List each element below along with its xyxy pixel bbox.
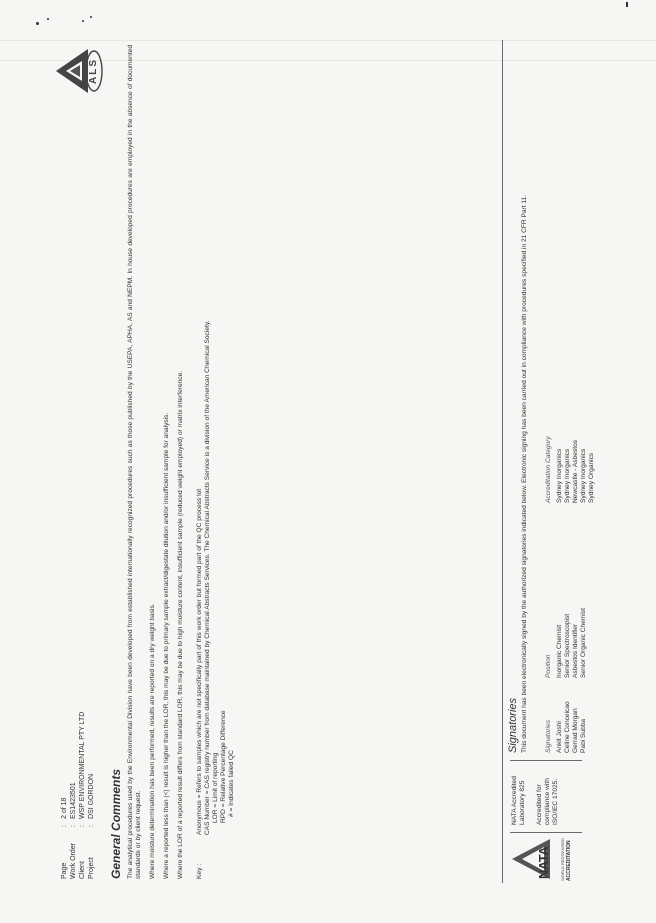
header-row: [69, 579, 78, 879]
comment-paragraph: Where the LOR of a reported result differs from standard LOR, this may be due to high moisture content, insufficient sample (reduced weight employed) or matrix interference.: [177, 370, 184, 879]
signatory-category: Sydney Organics: [588, 452, 595, 503]
nata-caption: WORLD RECOGNISED: [560, 838, 565, 881]
header-value: DSI GORDON: [88, 773, 95, 819]
signatory-position: Senior Organic Chemist: [580, 608, 587, 678]
header-value: ES1423501: [70, 782, 77, 819]
signatory-position: [588, 503, 596, 678]
signatories-table: [545, 41, 596, 753]
signatory-row: [588, 41, 596, 753]
header-fields: [60, 579, 96, 879]
nata-logo-text: NATA: [536, 846, 551, 879]
header-separator: :: [70, 825, 77, 827]
nata-caption: ACCREDITATION: [566, 840, 572, 881]
signatory-name: Celine Conceicao: [564, 701, 571, 753]
header-separator: :: [61, 825, 68, 827]
signatory-row: [564, 41, 572, 753]
key-item: Anonymous = Refers to samples which are not specifically part of this work order but formed part of the QC process lot: [196, 488, 203, 835]
key-item: LOR = Limit of reporting: [212, 752, 219, 823]
signatory-name: Pabi Subba: [580, 718, 587, 753]
header-value: WSP ENVIRONMENTAL PTY LTD: [79, 711, 86, 819]
accredited-for-line: ISO/IEC 17025.: [552, 778, 559, 825]
key-item: RPD = Relative Percentage Difference: [220, 710, 227, 823]
signatory-name: [588, 678, 596, 753]
header-row: [60, 579, 69, 879]
als-logo-text: ALS: [88, 58, 99, 84]
general-comments-body: [127, 45, 191, 879]
signatory-category: Sydney Inorganics: [564, 448, 571, 503]
header-row: [87, 579, 96, 879]
header-separator: :: [88, 825, 95, 827]
col-header-position: Position: [545, 654, 552, 678]
signatory-category: Newcastle - Asbestos: [572, 439, 579, 503]
comment-paragraph: Where moisture determination has been performed, results are reported on a dry weight basis.: [149, 603, 156, 879]
comment-paragraph: Where a reported less than (<) result is higher than the LOR, this may be due to primary sample extract/digestate dilution and/or insufficient sample for analysis.: [163, 412, 170, 879]
signatory-row: [556, 41, 564, 753]
footer-divider: [502, 40, 503, 883]
header-value: 2 of 18: [61, 797, 68, 819]
footer-vertical-divider: [510, 760, 582, 761]
header-label: Project: [88, 857, 95, 879]
nata-accredited: [511, 763, 527, 825]
signatory-position: Senior Spectroscopist: [564, 613, 571, 678]
accredited-for: [536, 763, 560, 825]
header-label: Page: [61, 862, 68, 879]
nata-logo: [510, 837, 580, 881]
signatory-position: Asbestos Identifier: [572, 623, 579, 678]
signatory-category: Sydney Inorganics: [580, 448, 587, 503]
signatory-name: Gerrad Morgan: [572, 708, 579, 753]
general-comments-title: General Comments: [109, 768, 123, 879]
header-label: Client: [79, 861, 86, 879]
accredited-for-line: compliance with: [544, 778, 551, 825]
signatory-row: [580, 41, 588, 753]
als-logo: [54, 41, 104, 101]
key-list: [196, 75, 236, 835]
accredited-line: Laboratory 825: [519, 780, 526, 825]
accredited-for-line: Accredited for: [536, 784, 543, 825]
header-row: [78, 579, 87, 879]
signatories-text: This document has been electronically signed by the authorized signatories indicated below. Electronic signing has been carried out in compliance with procedures specified in 21 CFR Part 11.: [521, 194, 528, 753]
key-label: Key :: [196, 863, 203, 879]
signatories-header-row: [545, 41, 553, 753]
comment-paragraph: The analytical procedures used by the Environmental Division have been developed from established internationally recognized procedures such as those published by the USEPA, APHA, AS and NEPM. In house developed procedures are employed in the absence of documented standards or by client request.: [127, 45, 142, 879]
signatories-title: Signatories: [507, 697, 519, 753]
header-label: Work Order: [70, 842, 77, 879]
signatory-position: Inorganic Chemist: [556, 624, 563, 678]
accredited-line: NATA Accredited: [511, 776, 518, 825]
footer-vertical-divider: [510, 832, 582, 833]
signatory-name: Ankit Joshi: [556, 721, 563, 753]
key-item: CAS Number = CAS registry number from database maintained by Chemical Abstracts Services. The Chemical Abstracts Service is a division of the American Chemical Society.: [204, 320, 211, 835]
signatory-row: [572, 41, 580, 753]
key-item: # = Indicates failed QC: [228, 750, 235, 817]
header-separator: :: [79, 825, 86, 827]
col-header-name: Signatories: [545, 720, 552, 753]
signatory-category: Sydney Inorganics: [556, 448, 563, 503]
col-header-category: Accreditation Category: [545, 436, 552, 503]
